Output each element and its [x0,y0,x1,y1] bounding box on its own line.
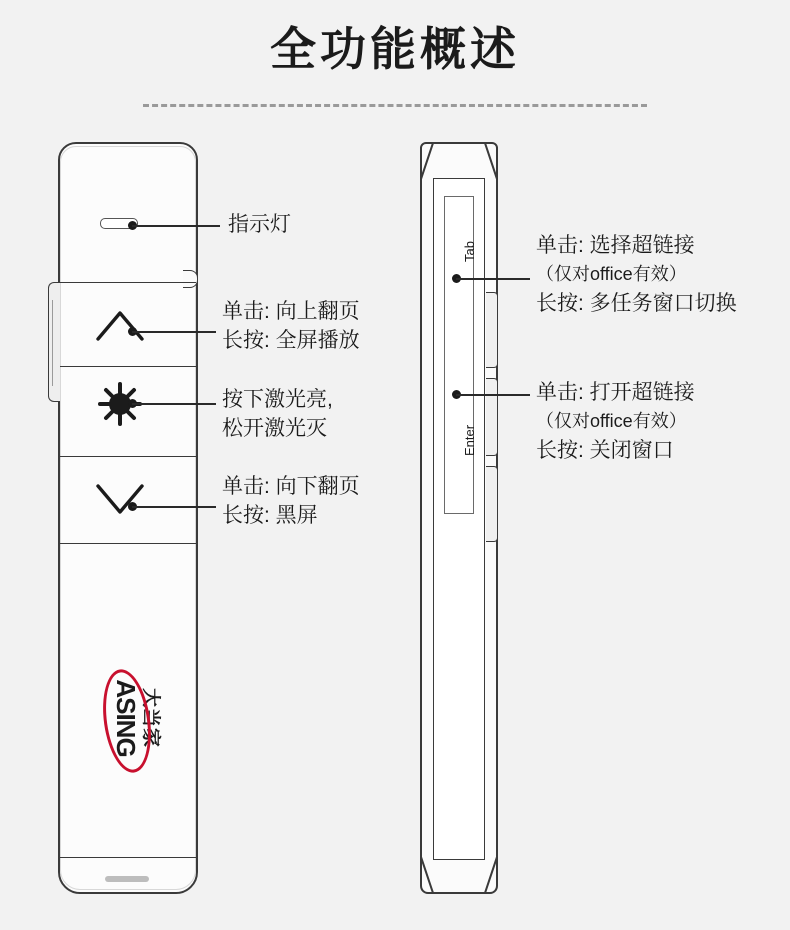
annotation-tab-key-line-3: 长按: 多任务窗口切换 [536,292,737,315]
callout-line-enter [456,394,530,396]
front-separator-1 [60,282,196,283]
side-button-2[interactable] [486,378,498,456]
side-button-1[interactable] [486,292,498,368]
side-bottom-bevel [420,856,498,894]
device-shoulder-detail [183,270,198,288]
annotation-page-up-line-1: 单击: 向上翻页 [222,300,360,323]
side-key-label-tab: Tab [462,241,477,262]
annotation-tab-key-line-1: 单击: 选择超链接 [536,234,695,257]
callout-line-indicator [132,225,220,227]
annotation-page-up-line-2: 长按: 全屏播放 [222,329,360,352]
side-button-3[interactable] [486,466,498,542]
front-separator-3 [60,456,196,457]
annotation-enter-key-line-1: 单击: 打开超链接 [536,381,695,404]
annotation-page-up [222,297,360,355]
callout-line-page-down [132,506,216,508]
title-divider [143,104,647,107]
brand-logo [68,648,188,808]
chevron-up-icon[interactable] [96,308,144,342]
annotation-enter-key-line-2: （仅对office有效） [536,411,687,431]
annotation-enter-key [536,378,695,465]
front-bottom-slot [105,876,149,882]
annotation-tab-key-line-2: （仅对office有效） [536,264,687,284]
callout-line-tab [456,278,530,280]
side-key-label-enter: Enter [462,424,477,456]
page-title: 全功能概述 [270,23,520,75]
annotation-page-down-line-2: 长按: 黑屏 [222,504,318,527]
annotation-laser-line-2: 松开激光灭 [222,417,327,440]
side-top-bevel [420,142,498,180]
callout-line-laser [132,403,216,405]
brand-name-en: ASING [111,679,141,757]
annotation-indicator [228,210,291,239]
callout-line-page-up [132,331,216,333]
front-separator-2 [60,366,196,367]
annotation-laser-line-1: 按下激光亮, [222,388,333,411]
annotation-page-down [222,472,360,530]
annotation-page-down-line-1: 单击: 向下翻页 [222,475,360,498]
annotation-laser [222,385,333,443]
front-bottom-cap [60,857,196,858]
device-side-switch-detail [52,300,61,386]
front-separator-4 [60,543,196,544]
annotation-tab-key [536,231,737,318]
annotation-indicator-line-1: 指示灯 [228,213,291,236]
chevron-down-icon[interactable] [96,483,144,517]
brand-name-cn: 大当家 [140,687,161,748]
annotation-enter-key-line-3: 长按: 关闭窗口 [536,439,674,462]
